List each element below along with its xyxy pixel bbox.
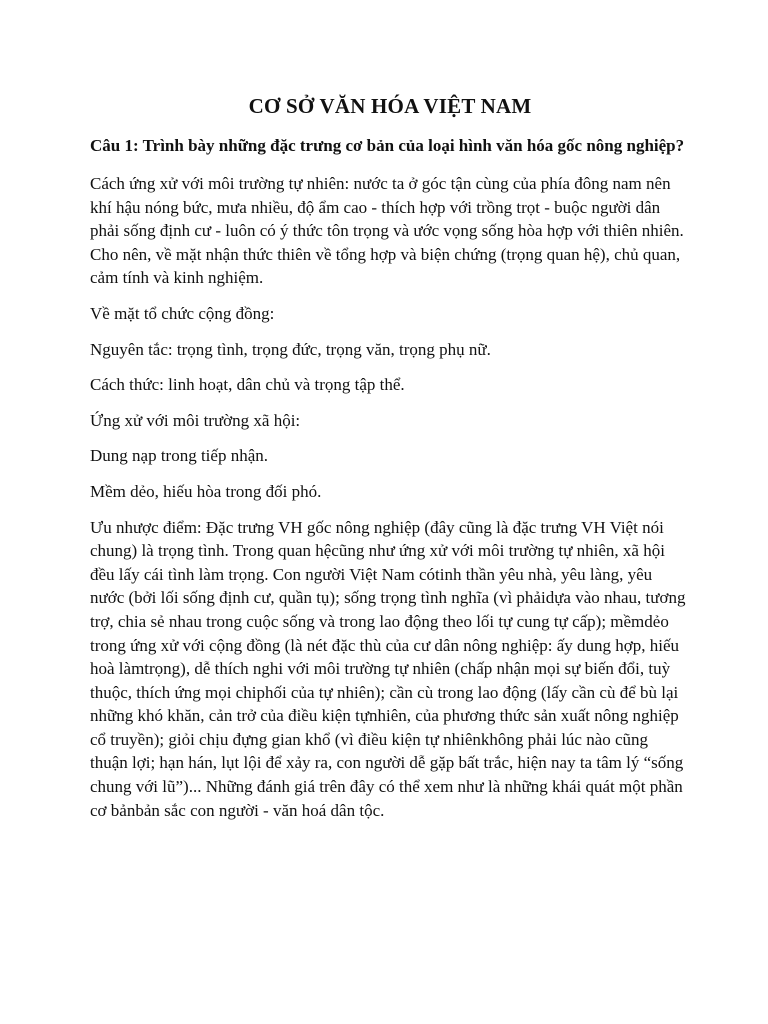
paragraph-methods: Cách thức: linh hoạt, dân chủ và trọng tập thể.: [90, 375, 405, 395]
paragraph-natural-environment: Cách ứng xử với môi trường tự nhiên: nước ta ở góc tận cùng của phía đông nam nên khí hậu nóng bức, mưa nhiều, độ ẩm cao - thích hợp với trồng trọt - buộc người dân phải sống định cư - luôn có ý thức tôn trọng và ước vọng sống hòa hợp với thiên nhiên. Cho nên, về mặt nhận thức thiên về tổng hợp và biện chứng (trọng quan hệ), chủ quan, cảm tính và kinh nghiệm.: [90, 174, 684, 288]
paragraph-community-organization: Về mặt tổ chức cộng đồng:: [90, 303, 275, 323]
question-heading: Câu 1: Trình bày những đặc trưng cơ bản của loại hình văn hóa gốc nông nghiệp?: [90, 136, 685, 155]
paragraph-absorption: Dung nạp trong tiếp nhận.: [90, 446, 268, 466]
document-page: [90, 92, 690, 834]
paragraph-flexibility: Mềm dẻo, hiếu hòa trong đối phó.: [90, 481, 322, 501]
paragraph-social-environment: Ứng xử với môi trường xã hội:: [90, 410, 301, 430]
document-title: CƠ SỞ VĂN HÓA VIỆT NAM: [248, 94, 532, 118]
paragraph-principles: Nguyên tắc: trọng tình, trọng đức, trọng văn, trọng phụ nữ.: [90, 339, 491, 359]
paragraph-pros-cons: Ưu nhược điểm: Đặc trưng VH gốc nông nghiệp (đây cũng là đặc trưng VH Việt nói chung) là trọng tình. Trong quan hệcũng như ứng xử với môi trường tự nhiên, xã hội đều lấy cái tình làm trọng. Con người Việt Nam cótinh thần yêu nhà, yêu làng, yêu nước (bởi lối sống định cư, quần tụ); sống trọng tình nghĩa (vì phảidựa vào nhau, tương trợ, chia sẻ nhau trong cuộc sống và trong lao động theo lối tự cung tự cấp); mềmdẻo trong ứng xử với cộng đồng (là nét đặc thù của cư dân nông nghiệp: ấy dung hợp, hiếu hoà làmtrọng), dễ thích nghi với môi trường tự nhiên (chấp nhận mọi sự biến đổi, tuỳ thuộc, thích ứng mọi chiphối của tự nhiên); cần cù trong lao động (lấy cần cù để bù lại những khó khăn, cản trở của điều kiện tựnhiên, của phương thức sản xuất nông nghiệp cổ truyền); giỏi chịu đựng gian khổ (vì điều kiện tự nhiênkhông phải lúc nào cũng thuận lợi; hạn hán, lụt lội để xảy ra, con người dễ gặp bất trắc, hiện nay ta tâm lý “sống chung với lũ”)... Những đánh giá trên đây có thể xem như là những khái quát một phần cơ bảnbản sắc con người - văn hoá dân tộc.: [90, 517, 686, 820]
